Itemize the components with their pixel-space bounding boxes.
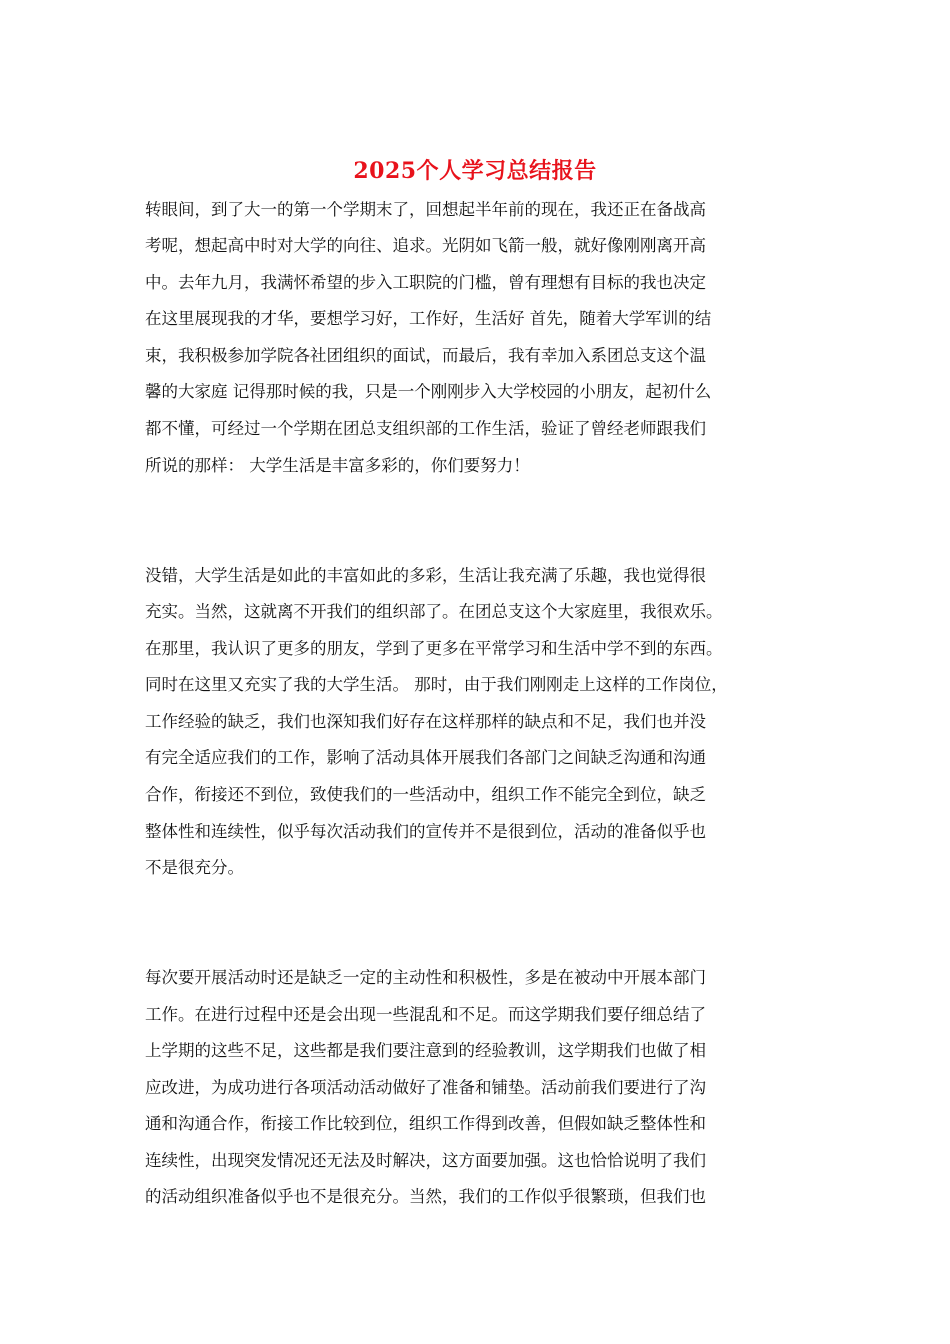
paragraph-2-line-6: 有完全适应我们的工作，影响了活动具体开展我们各部门之间缺乏沟通和沟通 xyxy=(145,748,706,767)
paragraph-2-line-1: 没错，大学生活是如此的丰富如此的多彩，生活让我充满了乐趣，我也觉得很 xyxy=(145,566,706,585)
paragraph-1-line-5: 束，我积极参加学院各社团组织的面试，而最后，我有幸加入系团总支这个温 xyxy=(145,346,706,365)
paragraph-1-line-4: 在这里展现我的才华，要想学习好，工作好，生活好 首先，随着大学军训的结 xyxy=(145,309,712,328)
paragraph-3-line-2: 工作。在进行过程中还是会出现一些混乱和不足。而这学期我们要仔细总结了 xyxy=(145,1005,706,1024)
paragraph-3-line-5: 通和沟通合作，衔接工作比较到位，组织工作得到改善，但假如缺乏整体性和 xyxy=(145,1114,706,1133)
paragraph-3-line-3: 上学期的这些不足，这些都是我们要注意到的经验教训，这学期我们也做了相 xyxy=(145,1041,706,1060)
paragraph-2-line-9: 不是很充分。 xyxy=(145,858,244,877)
paragraph-1-line-6: 馨的大家庭 记得那时候的我，只是一个刚刚步入大学校园的小朋友，起初什么 xyxy=(145,382,712,401)
document-title: 2025个人学习总结报告 xyxy=(353,158,597,184)
paragraph-2-line-3: 在那里，我认识了更多的朋友，学到了更多在平常学习和生活中学不到的东西。 xyxy=(145,639,723,658)
paragraph-1-line-7: 都不懂，可经过一个学期在团总支组织部的工作生活，验证了曾经老师跟我们 xyxy=(145,419,706,438)
paragraph-2-line-4: 同时在这里又充实了我的大学生活。 那时，由于我们刚刚走上这样的工作岗位， xyxy=(145,675,728,694)
paragraph-2-line-8: 整体性和连续性，似乎每次活动我们的宣传并不是很到位，活动的准备似乎也 xyxy=(145,822,706,841)
paragraph-3-line-1: 每次要开展活动时还是缺乏一定的主动性和积极性，多是在被动中开展本部门 xyxy=(145,968,706,987)
paragraph-3-line-4: 应改进，为成功进行各项活动活动做好了准备和铺垫。活动前我们要进行了沟 xyxy=(145,1078,706,1097)
paragraph-2-line-5: 工作经验的缺乏，我们也深知我们好存在这样那样的缺点和不足，我们也并没 xyxy=(145,712,706,731)
paragraph-2-line-7: 合作，衔接还不到位，致使我们的一些活动中，组织工作不能完全到位，缺乏 xyxy=(145,785,706,804)
paragraph-3-line-6: 连续性，出现突发情况还无法及时解决，这方面要加强。这也恰恰说明了我们 xyxy=(145,1151,706,1170)
paragraph-1-line-3: 中。去年九月，我满怀希望的步入工职院的门槛，曾有理想有目标的我也决定 xyxy=(145,273,706,292)
paragraph-1-line-2: 考呢，想起高中时对大学的向往、追求。光阴如飞箭一般，就好像刚刚离开高 xyxy=(145,236,706,255)
paragraph-2-line-2: 充实。当然，这就离不开我们的组织部了。在团总支这个大家庭里，我很欢乐。 xyxy=(145,602,723,621)
paragraph-3-line-7: 的活动组织准备似乎也不是很充分。当然，我们的工作似乎很繁琐，但我们也 xyxy=(145,1187,706,1206)
paragraph-1-line-8: 所说的那样： 大学生活是丰富多彩的，你们要努力！ xyxy=(145,456,530,475)
paragraph-1-line-1: 转眼间，到了大一的第一个学期末了，回想起半年前的现在，我还正在备战高 xyxy=(145,200,706,219)
